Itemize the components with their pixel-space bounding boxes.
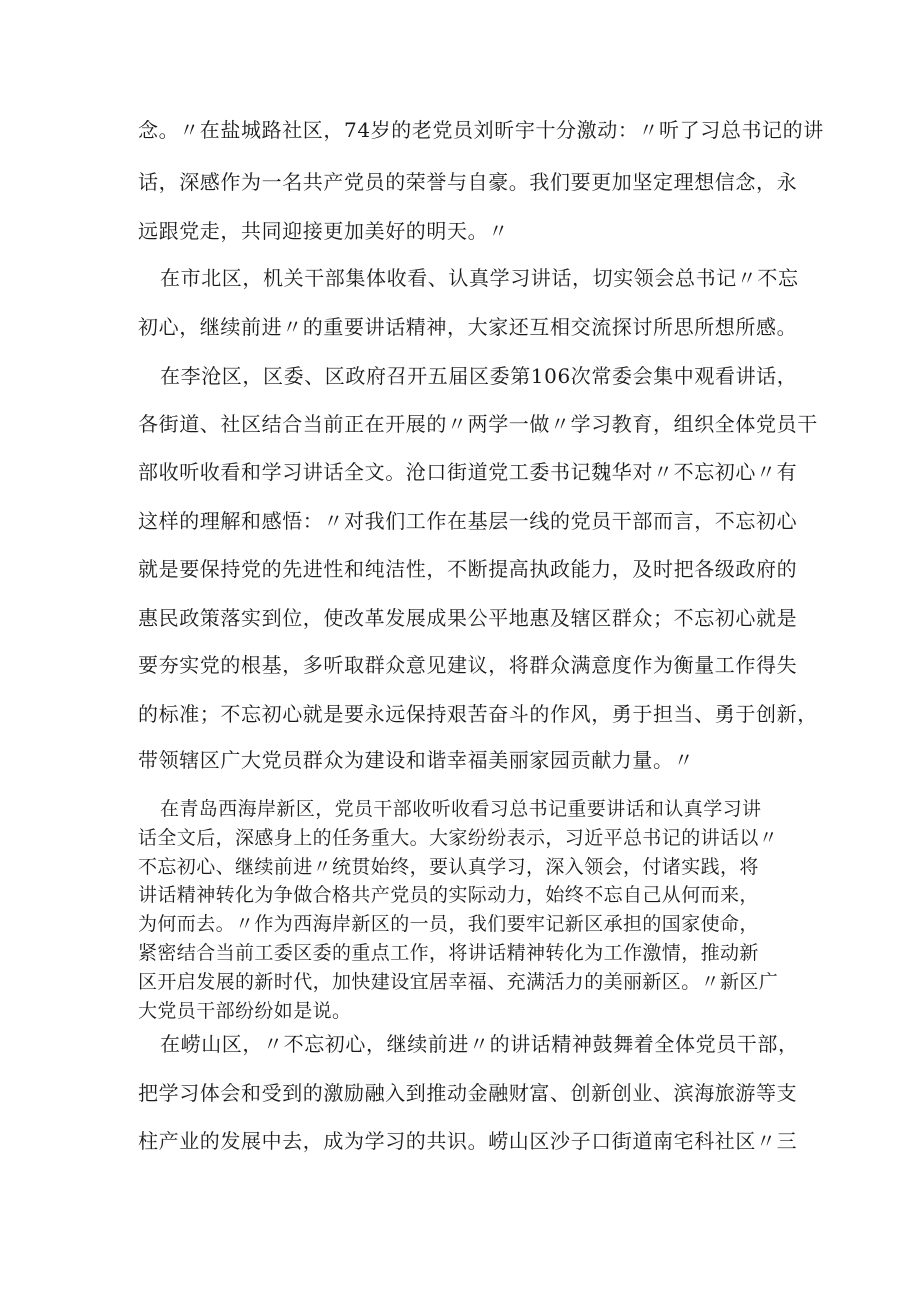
text-line: 为何而去。〃作为西海岸新区的一员，我们要牢记新区承担的国家使命， <box>138 913 759 935</box>
text-line: 在市北区，机关干部集体收看、认真学习讲话，切实领会总书记〃不忘 <box>160 266 799 290</box>
text-line: 区开启发展的新时代，加快建设宜居幸福、充满活力的美丽新区。〃新区广 <box>138 971 779 993</box>
text-line: 不忘初心、继续前进〃统贯始终，要认真学习，深入领会，付诸实践，将 <box>138 856 759 878</box>
text-line: 惠民政策落实到位，使改革发展成果公平地惠及辖区群众；不忘初心就是 <box>138 606 798 630</box>
text-line: 带领辖区广大党员群众为建设和谐幸福美丽家园贡献力量。〃 <box>138 748 695 772</box>
text-line: 这样的理解和感悟：〃对我们工作在基层一线的党员干部而言，不忘初心 <box>138 509 798 533</box>
text-line: 初心，继续前进〃的重要讲话精神，大家还互相交流探讨所思所想所感。 <box>138 315 798 339</box>
text-line: 在崂山区，〃不忘初心，继续前进〃的讲话精神鼓舞着全体党员干部， <box>160 1032 799 1056</box>
text-line: 就是要保持党的先进性和纯洁性，不断提高执政能力，及时把各级政府的 <box>138 557 798 581</box>
text-line: 在青岛西海岸新区，党员干部收听收看习总书记重要讲话和认真学习讲 <box>160 798 762 820</box>
text-line: 的标准；不忘初心就是要永远保持艰苦奋斗的作风，勇于担当、勇于创新， <box>138 702 818 726</box>
text-line: 柱产业的发展中去，成为学习的共识。崂山区沙子口街道南宅科社区〃三 <box>138 1129 798 1153</box>
text-line: 要夯实党的根基，多听取群众意见建议，将群众满意度作为衡量工作得失 <box>138 653 798 677</box>
text-line: 话，深感作为一名共产党员的荣誉与自豪。我们要更加坚定理想信念，永 <box>138 170 798 194</box>
text-line: 话全文后，深感身上的任务重大。大家纷纷表示，习近平总书记的讲话以〃 <box>138 827 779 849</box>
text-line: 大党员干部纷纷如是说。 <box>138 1000 352 1022</box>
text-line: 远跟党走，共同迎接更加美好的明天。〃 <box>138 219 509 243</box>
text-line: 讲话精神转化为争做合格共产党员的实际动力，始终不忘自己从何而来， <box>138 884 759 906</box>
text-line: 在李沧区，区委、区政府召开五届区委第106次常委会集中观看讲话， <box>160 364 798 388</box>
text-line: 把学习体会和受到的激励融入到推动金融财富、创新创业、滨海旅游等支 <box>138 1081 798 1105</box>
text-line: 紧密结合当前工委区委的重点工作，将讲话精神转化为工作激情，推动新 <box>138 942 759 964</box>
text-line: 部收听收看和学习讲话全文。沧口街道党工委书记魏华对〃不忘初心〃有 <box>138 460 798 484</box>
text-line: 念。〃在盐城路社区，74岁的老党员刘昕宇十分激动：〃听了习总书记的讲 <box>138 118 824 142</box>
text-line: 各街道、社区结合当前正在开展的〃两学一做〃学习教育，组织全体党员干 <box>138 412 818 436</box>
